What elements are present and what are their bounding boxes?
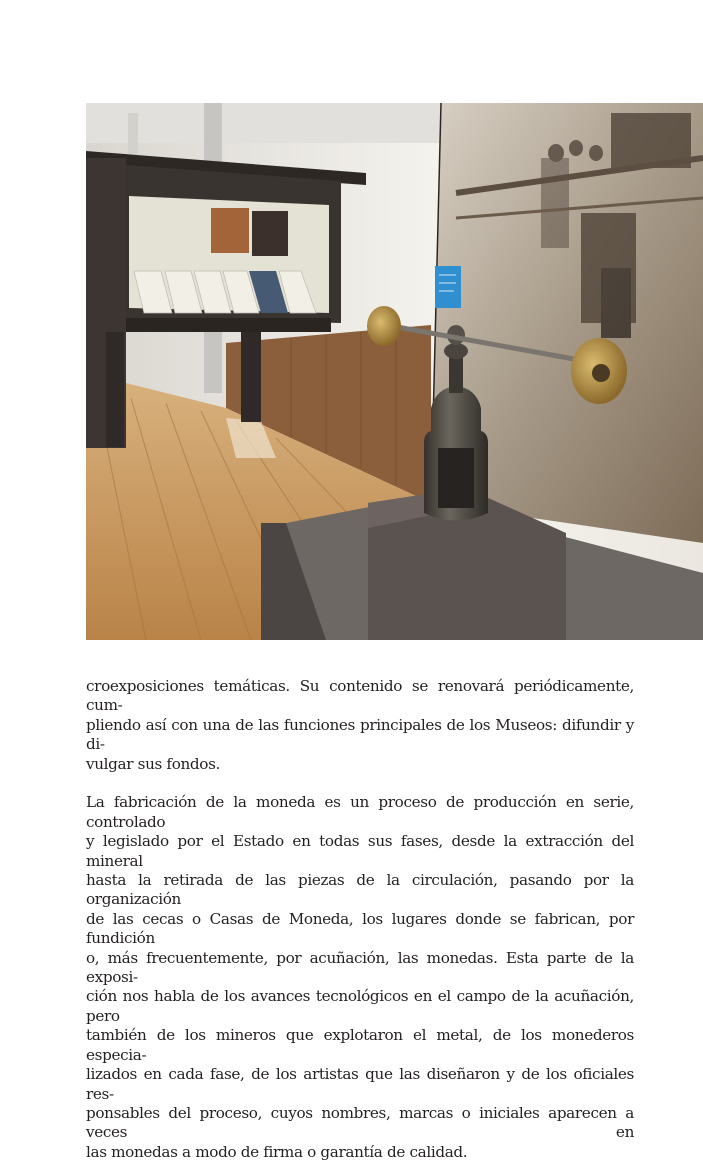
text-line: croexposiciones temáticas. Su contenido se renovará periódicamente, cum- <box>86 677 634 715</box>
case-painting <box>211 208 249 253</box>
exhibition-photo <box>86 103 703 640</box>
text-line: o, más frecuentemente, por acuñación, las monedas. Esta parte de la exposi- <box>86 948 634 987</box>
case-portrait <box>252 211 288 256</box>
text-line: las monedas a modo de firma o garantía de calidad. <box>86 1142 468 1161</box>
text-line: ponsables del proceso, cuyos nombres, marcas o iniciales aparecen a veces en <box>86 1103 634 1142</box>
text-line: lizados en cada fase, de los artistas que las diseñaron y de los oficiales res- <box>86 1065 634 1103</box>
body-text <box>86 677 634 1162</box>
text-line: ción nos habla de los avances tecnológicos en el campo de la acuñación, pero <box>86 987 634 1025</box>
paragraph-2 <box>86 793 634 1162</box>
text-line: La fabricación de la moneda es un proceso de producción en serie, controlado <box>86 793 634 831</box>
text-line: pliendo así con una de las funciones principales de los Museos: difundir y di- <box>86 715 634 754</box>
paragraph-1 <box>86 677 634 774</box>
info-panel <box>435 266 461 308</box>
text-line: también de los mineros que explotaron el metal, de los monederos especia- <box>86 1026 634 1064</box>
text-line: hasta la retirada de las piezas de la circulación, pasando por la organización <box>86 871 634 909</box>
exhibition-photo-illustration <box>86 103 703 640</box>
text-line: de las cecas o Casas de Moneda, los lugares donde se fabrican, por fundición <box>86 909 634 948</box>
brass-weight-left <box>367 306 401 346</box>
text-line: vulgar sus fondos. <box>86 754 221 773</box>
text-line: y legislado por el Estado en todas sus fases, desde la extracción del mineral <box>86 832 634 870</box>
